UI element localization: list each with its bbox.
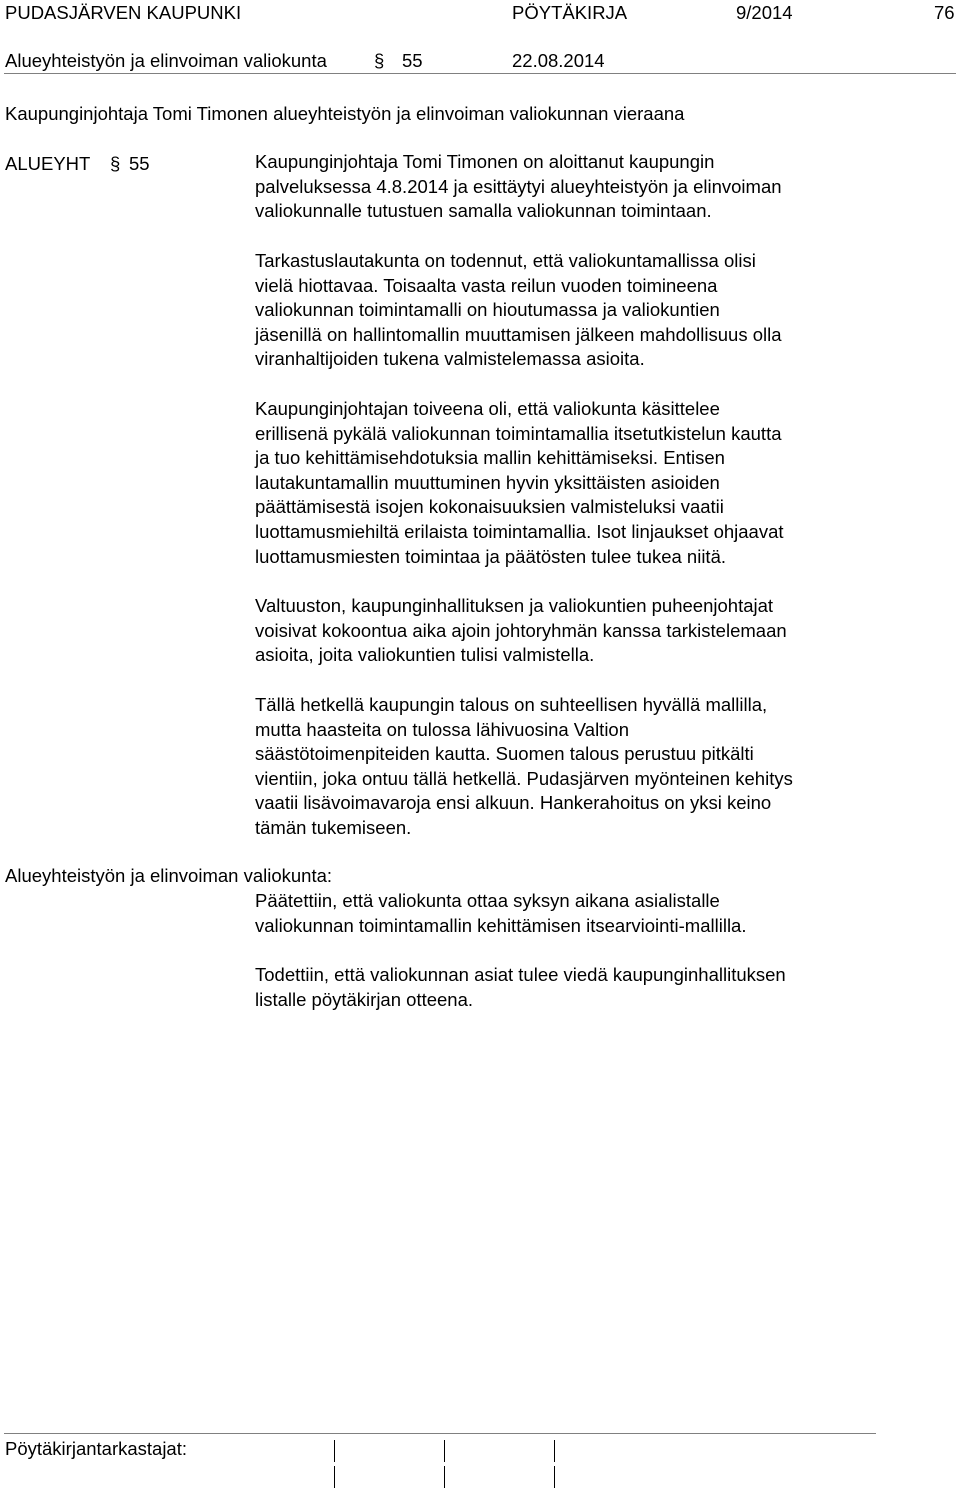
text-line: luottamusmiesten toimintaa ja päätösten tulee tukea niitä. [255,545,727,567]
signature-field-divider [554,1440,555,1462]
issue-number: 9/2014 [736,2,793,23]
text-line: Valtuuston, kaupunginhallituksen ja valiokuntien puheenjohtajat [255,595,774,616]
header-divider [4,73,956,74]
text-line: palveluksessa 4.8.2014 ja esittäytyi alueyhteistyön ja elinvoiman [255,175,782,197]
text-line: vielä hiottavaa. Toisaalta vasta reilun vuoden toimineena [255,274,718,296]
committee-name: Alueyhteistyön ja elinvoiman valiokunta [5,50,327,71]
text-line: Kaupunginjohtaja Tomi Timonen on aloittanut kaupungin [255,151,715,172]
section-number: 55 [402,50,423,71]
body-paragraph-3 [255,397,955,569]
text-line: lautakuntamallin muuttuminen hyvin yksittäisten asioiden [255,471,720,493]
body-paragraph-5 [255,693,955,841]
signature-field-divider [444,1440,445,1462]
document-type: PÖYTÄKIRJA [512,2,628,23]
text-line: Todettiin, että valiokunnan asiat tulee viedä kaupunginhallituksen [255,964,786,985]
decision-label: Alueyhteistyön ja elinvoiman valiokunta: [5,865,333,886]
text-line: tämän tukemiseen. [255,816,412,838]
text-line: Päätettiin, että valiokunta ottaa syksyn aikana asialistalle [255,890,720,911]
signature-field-divider [334,1466,335,1488]
body-paragraph-4 [255,594,955,668]
meeting-date: 22.08.2014 [512,50,605,71]
reviewers-label: Pöytäkirjantarkastajat: [5,1438,188,1459]
signature-field-divider [444,1466,445,1488]
text-line: asioita, joita valiokuntien tulisi valmistella. [255,644,595,666]
signature-field-divider [334,1440,335,1462]
item-ref-label: ALUEYHT [5,153,91,174]
text-line: säästötoimenpiteiden kautta. Suomen talous perustuu pitkälti [255,743,754,765]
text-line: valiokunnan toimintamallin kehittämisen itsearviointi-mallilla. [255,914,747,936]
text-line: vientiin, joka ontuu tällä hetkellä. Pudasjärven myönteinen kehitys [255,767,793,789]
text-line: valiokunnan toimintamalli on hioutumassa ja valiokuntien [255,299,720,321]
text-line: Tällä hetkellä kaupungin talous on suhteellisen hyvällä mallilla, [255,694,768,715]
text-line: erillisenä pykälä valiokunnan toimintamallia itsetutkistelun kautta [255,422,782,444]
text-line: luottamusmiehiltä erilaista toimintamallia. Isot linjaukset ohjaavat [255,520,784,542]
body-paragraph-2 [255,249,955,372]
decision-paragraph-1 [255,889,955,938]
page-number: 76 [934,2,955,23]
section-symbol: § [374,50,385,71]
text-line: vaatii lisävoimavaroja ensi alkuun. Hankerahoitus on yksi keino [255,792,772,814]
text-line: viranhaltijoiden tukena valmistelemassa asioita. [255,348,645,370]
text-line: Tarkastuslautakunta on todennut, että valiokuntamallissa olisi [255,250,756,271]
text-line: päättämisestä isojen kokonaisuuksien valmisteluksi vaatii [255,496,724,518]
footer-divider [4,1433,876,1434]
text-line: Kaupunginjohtajan toiveena oli, että valiokunta käsittelee [255,398,720,419]
item-ref-symbol: § [110,153,121,174]
decision-paragraph-2 [255,963,955,1012]
item-ref-number: 55 [129,153,150,174]
text-line: voisivat kokoontua aika ajoin johtoryhmän kanssa tarkistelemaan [255,619,787,641]
text-line: valiokunnalle tutustuen samalla valiokunnan toimintaan. [255,200,712,222]
text-line: jäsenillä on hallintomallin muuttamisen jälkeen mahdollisuus olla [255,323,782,345]
text-line: mutta haasteita on tulossa lähivuosina Valtion [255,718,630,740]
body-paragraph-1 [255,150,955,224]
text-line: listalle pöytäkirjan otteena. [255,988,474,1010]
signature-field-divider [554,1466,555,1488]
organization-name: PUDASJÄRVEN KAUPUNKI [5,2,242,23]
text-line: ja tuo kehittämisehdotuksia mallin kehittämiseksi. Entisen [255,447,725,469]
item-title: Kaupunginjohtaja Tomi Timonen alueyhteistyön ja elinvoiman valiokunnan vieraana [5,103,685,124]
